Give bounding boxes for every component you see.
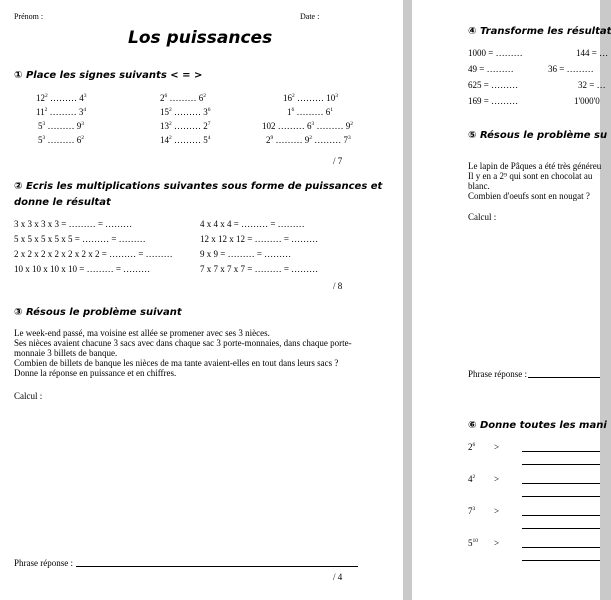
comparison-item: $13^2$ ……… $2^7$ [160, 121, 211, 131]
exponent: 2 [44, 107, 48, 113]
power-item: $7^3$ [468, 506, 476, 516]
answer-line [522, 483, 600, 484]
section-2-score: / 8 [333, 281, 343, 291]
exponent: 3 [42, 135, 46, 141]
exponent: 3 [348, 135, 351, 141]
worksheet-page-right [412, 0, 611, 600]
transform-item: 1'000'0 [574, 96, 600, 106]
exponent: 1 [330, 107, 333, 113]
arrow-icon: > [494, 538, 500, 548]
multiplication-item: 5 x 5 x 5 x 5 x 5 = ……… = ……… [14, 234, 146, 244]
date-label: Date : [300, 12, 320, 21]
comparison-item: $5^3$ ……… $9^3$ [38, 121, 84, 131]
problem-line: Combien d'oeufs sont en nougat ? [468, 191, 590, 201]
comparison-item: $16^2$ ……… $10^3$ [283, 93, 338, 103]
exponent: 3 [83, 93, 87, 99]
transform-item: 1000 = ……… [468, 48, 523, 58]
comparison-item: $2^9$ ……… $9^2$ ……… $7^3$ [266, 135, 351, 145]
problem-line: Le week-end passé, ma voisine est allée se promener avec ses 3 nièces. [14, 328, 270, 338]
multiplication-item: 7 x 7 x 7 x 7 = ……… = ……… [200, 264, 319, 274]
problem-line: Donne la réponse en puissance et en chiffres. [14, 368, 177, 378]
transform-item: 49 = ……… [468, 64, 514, 74]
problem-line: blanc. [468, 181, 490, 191]
multiplication-item: 12 x 12 x 12 = ……… = ……… [200, 234, 319, 244]
comparison-item: $1^6$ ……… $6^1$ [287, 107, 333, 117]
exponent: 10 [472, 538, 478, 544]
problem-line: Le lapin de Pâques a été très généreu [468, 161, 602, 171]
section-3-answer-line [76, 566, 358, 567]
problem-line: monnaie 3 billets de banque. [14, 348, 118, 358]
answer-line [522, 560, 600, 561]
exponent: 2 [169, 107, 172, 113]
section-2-heading-line1: ② Ecris les multiplications suivantes sous forme de puissances et [14, 181, 383, 192]
section-6-heading: ⑥ Donne toutes les mani [468, 420, 607, 431]
prenom-label: Prénom : [14, 12, 44, 21]
comparison-item: $12^2$ ……… $4^3$ [36, 93, 87, 103]
exponent: 2 [472, 474, 476, 480]
exponent: 2 [292, 93, 295, 99]
transform-item: 169 = ……… [468, 96, 519, 106]
answer-line [522, 515, 600, 516]
section-3-phrase-label: Phrase réponse : [14, 558, 73, 568]
exponent: 2 [169, 135, 172, 141]
answer-line [522, 528, 600, 529]
transform-item: 625 = ……… [468, 80, 519, 90]
arrow-icon: > [494, 506, 500, 516]
section-5-calc-label: Calcul : [468, 212, 497, 222]
comparison-item: $2^6$ ……… $6^2$ [160, 93, 206, 103]
transform-item: 144 = … [576, 48, 609, 58]
comparison-item: 102 ……… $6^3$ ……… $9^2$ [262, 121, 353, 131]
section-3-score: / 4 [333, 572, 343, 582]
section-2-heading-line2: donne le résultat [14, 197, 111, 208]
section-3-calc-label: Calcul : [14, 391, 43, 401]
answer-line [522, 464, 600, 465]
exponent: 3 [311, 121, 315, 127]
comparison-item: $14^2$ ……… $5^4$ [160, 135, 211, 145]
section-1-score: / 7 [333, 156, 343, 166]
exponent: 2 [81, 135, 84, 141]
page-title: Los puissances [128, 28, 273, 48]
exponent: 7 [207, 121, 211, 127]
problem-line: Combien de billets de banque les nièces de ma tante avaient-elles en tout dans leurs sacs ? [14, 358, 339, 368]
problem-line: Il y en a 2⁹ qui sont en chocolat au [468, 171, 593, 181]
multiplication-item: 2 x 2 x 2 x 2 x 2 x 2 x 2 = ……… = ……… [14, 249, 173, 259]
exponent: 9 [270, 135, 274, 141]
answer-line [522, 496, 600, 497]
section-3-heading: ③ Résous le problème suivant [14, 307, 182, 318]
section-4-heading: ④ Transforme les résultat [468, 26, 611, 37]
exponent: 2 [309, 135, 312, 141]
power-item: $4^2$ [468, 474, 476, 484]
comparison-item: $11^2$ ……… $3^4$ [36, 107, 87, 117]
transform-item: 36 = ……… [548, 64, 594, 74]
multiplication-item: 10 x 10 x 10 x 10 = ……… = ……… [14, 264, 151, 274]
power-item: $5^{10}$ [468, 538, 478, 548]
exponent: 2 [45, 93, 48, 99]
comparison-item: $15^2$ ……… $3^6$ [160, 107, 211, 117]
exponent: 2 [350, 121, 353, 127]
exponent: 6 [472, 442, 476, 448]
multiplication-item: 9 x 9 = ……… = ……… [200, 249, 292, 259]
multiplication-item: 4 x 4 x 4 = ……… = ……… [200, 219, 305, 229]
section-5-phrase-label: Phrase réponse : [468, 369, 527, 379]
exponent: 3 [335, 93, 338, 99]
answer-line [522, 451, 600, 452]
problem-line: Ses nièces avaient chacune 3 sacs avec dans chaque sac 3 porte-monnaies, dans chaque porte- [14, 338, 352, 348]
exponent: 3 [42, 121, 46, 127]
answer-line [522, 547, 600, 548]
exponent: 4 [83, 107, 87, 113]
exponent: 6 [207, 107, 211, 113]
arrow-icon: > [494, 442, 500, 452]
comparison-item: $5^3$ ……… $6^2$ [38, 135, 84, 145]
exponent: 4 [207, 135, 211, 141]
exponent: 2 [169, 121, 172, 127]
section-5-heading: ⑤ Résous le problème su [468, 130, 608, 141]
arrow-icon: > [494, 474, 500, 484]
exponent: 3 [81, 121, 84, 127]
exponent: 2 [203, 93, 206, 99]
transform-item: 32 = … [578, 80, 606, 90]
exponent: 6 [164, 93, 168, 99]
section-1-heading: ① Place les signes suivants < = > [14, 70, 203, 81]
exponent: 6 [291, 107, 295, 113]
power-item: $2^6$ [468, 442, 476, 452]
section-5-answer-line [528, 377, 600, 378]
multiplication-item: 3 x 3 x 3 x 3 = ……… = ……… [14, 219, 133, 229]
exponent: 3 [472, 506, 476, 512]
